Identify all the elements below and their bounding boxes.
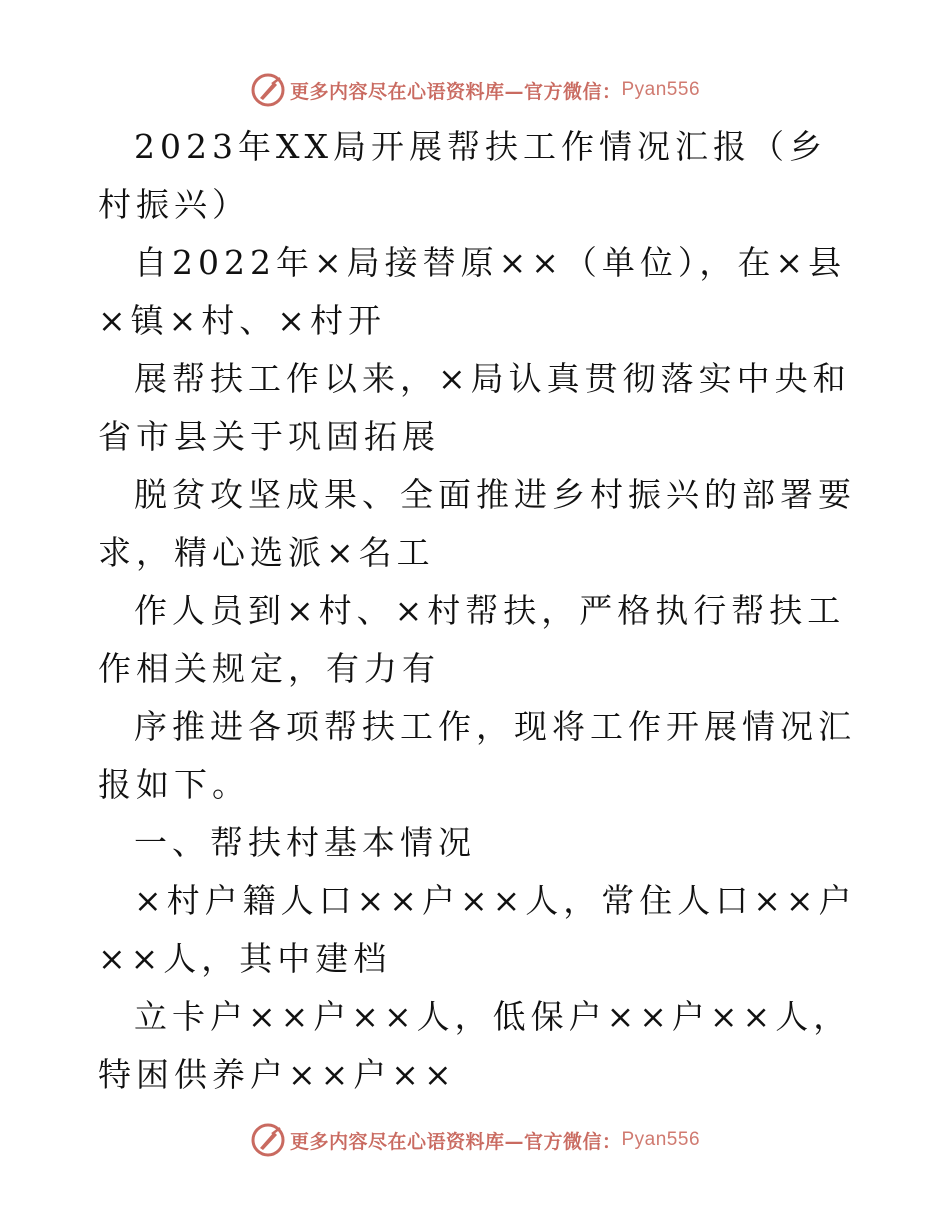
section-heading: 一、帮扶村基本情况 <box>134 823 476 862</box>
document-title: 2023年XX局开展帮扶工作情况汇报（乡村振兴） <box>98 127 827 224</box>
paragraph: 序推进各项帮扶工作，现将工作开展情况汇报如下。 <box>98 707 856 804</box>
paragraph: 展帮扶工作以来，×局认真贯彻落实中央和省市县关于巩固拓展 <box>98 359 851 456</box>
paragraph: ×村户籍人口××户××人，常住人口××户××人，其中建档 <box>98 881 857 978</box>
paragraph: 作人员到×村、×村帮扶，严格执行帮扶工作相关规定，有力有 <box>98 591 846 688</box>
watermark-wechat-id: Pyan556 <box>621 79 701 100</box>
paragraph: 自2022年×局接替原××（单位），在×县×镇×村、×村开 <box>98 243 847 340</box>
watermark-text: 更多内容尽在心语资料库—官方微信： <box>289 80 622 103</box>
quill-logo-icon <box>250 72 286 108</box>
watermark-banner-bottom <box>0 1118 950 1162</box>
watermark-banner-top <box>0 68 950 112</box>
quill-logo-icon <box>250 1122 286 1158</box>
watermark-text: 更多内容尽在心语资料库—官方微信： <box>289 1130 622 1153</box>
watermark-wechat-id: Pyan556 <box>621 1129 701 1150</box>
document-body <box>98 118 858 1104</box>
paragraph: 立卡户××户××人，低保户××户××人，特困供养户××户×× <box>98 997 852 1094</box>
paragraph: 脱贫攻坚成果、全面推进乡村振兴的部署要求，精心选派×名工 <box>98 475 856 572</box>
